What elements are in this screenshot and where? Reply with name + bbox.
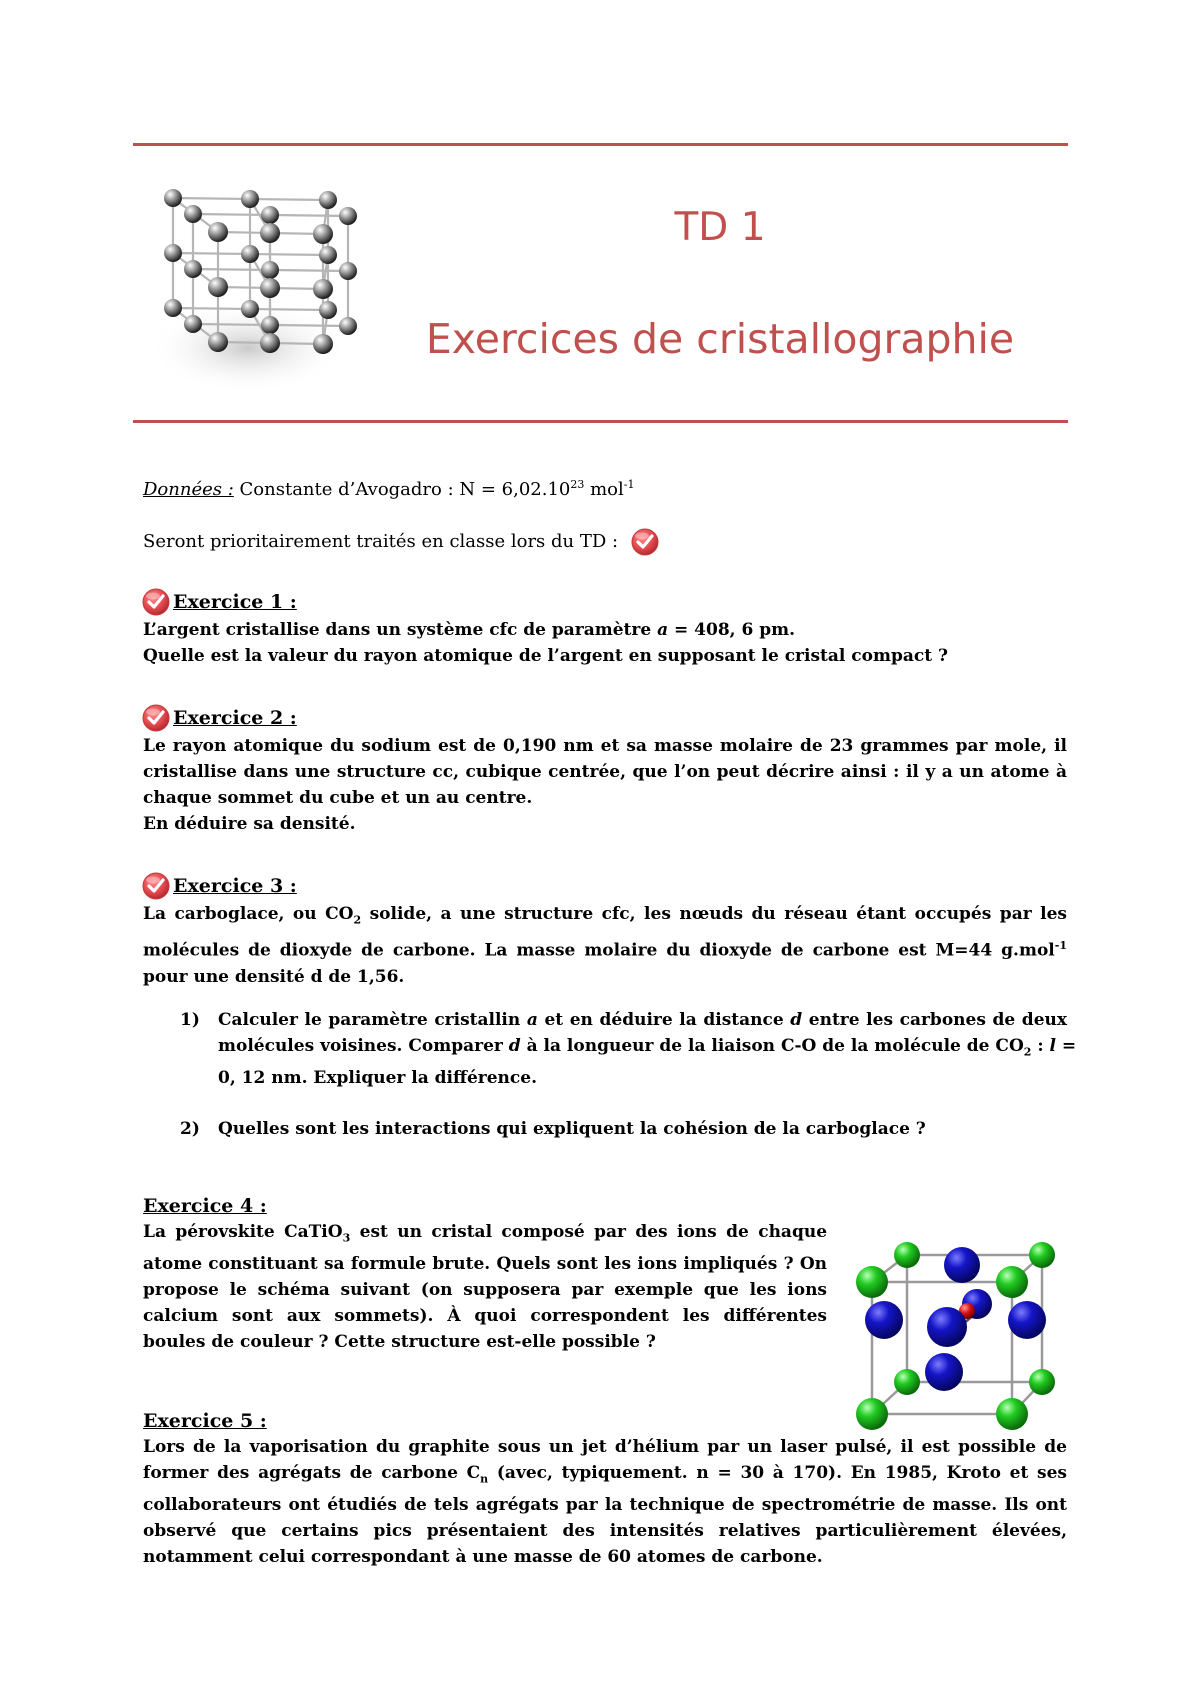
check-icon [141, 871, 171, 901]
header-bottom-rule [133, 420, 1068, 423]
header-top-rule [133, 143, 1068, 146]
donnees-section: Données : Constante d’Avogadro : $N = 6,02.10^{23}$ mol$^{-1}$ [143, 478, 635, 500]
exercise-2-title: Exercice 2 : [173, 707, 297, 729]
avogadro-constant: Constante d’Avogadro : N = 6,02.10 [239, 479, 571, 500]
check-icon [630, 527, 660, 557]
exercise-3: Exercice 3 : La carboglace, ou $CO_2$ solide, a une structure cfc, les nœuds du réseau étant occupés par les molécules de dioxyde de carbone. La masse molaire du dioxyde de carbone est M=44 g.mol$^{-1}$ pour une densité d de 1,56. 1) Calculer le paramètre cristallin a et en déduire la distance d entre les carbones de deux molécules voisines. Comparer d à la longueur de la liaison C-O de la molécule de $CO_2$ : l = 0, 12 nm. Expliquer la différence. 2) Quelles sont les interactions qui expliquent la cohésion de la carboglace ? [143, 871, 1067, 1142]
crystal-lattice-illustration [138, 178, 378, 400]
exercise-3-title: Exercice 3 : [173, 875, 297, 897]
donnees-label: Données : [143, 479, 234, 500]
exercise-3-question-2: 2) Quelles sont les interactions qui expliquent la cohésion de la carboglace ? [180, 1119, 926, 1140]
exercise-5-title: Exercice 5 : [143, 1410, 267, 1432]
exercise-4-title: Exercice 4 : [143, 1195, 267, 1217]
perovskite-structure-diagram [852, 1222, 1062, 1432]
exercise-1-title: Exercice 1 : [173, 591, 297, 613]
exercise-5: Exercice 5 : Lors de la vaporisation du graphite sous un jet d’hélium par un laser pulsé, il est possible de former des agrégats de carbone $C_n$ (avec, typiquement. n = 30 à 170). En 1985, Kroto et ses collaborateurs ont étudiés de tels agrégats par la technique de spectrométrie de masse. Ils ont observé que certains pics présentaient des intensités relatives particulièrement élevées, notamment celui correspondant à une masse de 60 atomes de carbone. [143, 1410, 1067, 1568]
check-icon [141, 587, 171, 617]
exercise-2: Exercice 2 : Le rayon atomique du sodium est de 0,190 nm et sa masse molaire de 23 grammes par mole, il cristallise dans une structure cc, cubique centrée, que l’on peut décrire ainsi : il y a un atome à chaque sommet du cube et un au centre. En déduire sa densité. [143, 703, 1067, 837]
document-title: Exercices de cristallographie [425, 315, 1015, 363]
check-icon [141, 703, 171, 733]
exercise-1: Exercice 1 : L’argent cristallise dans un système cfc de paramètre a = 408, 6 pm. Quelle est la valeur du rayon atomique de l’argent en supposant le cristal compact ? [143, 587, 1067, 669]
td-number-title: TD 1 [674, 205, 766, 250]
priority-note-text: Seront prioritairement traités en classe lors du TD : [143, 531, 619, 552]
exercise-4: Exercice 4 : La pérovskite CaTiO$_3$ est un cristal composé par des ions de chaque atome constituant sa formule brute. Quels sont les ions impliqués ? On propose le schéma suivant (on supposera par exemple que les ions calcium sont aux sommets). À quoi correspondent les différentes boules de couleur ? Cette structure est-elle possible ? [143, 1195, 828, 1353]
priority-note [143, 527, 1067, 557]
exercise-3-question-1: 1) Calculer le paramètre cristallin a et en déduire la distance d entre les carbones de deux molécules voisines. Comparer d à la longueur de la liaison C-O de la molécule de $CO_2$ : l = 0, 12 nm. Expliquer la différence. [180, 1010, 1077, 1089]
